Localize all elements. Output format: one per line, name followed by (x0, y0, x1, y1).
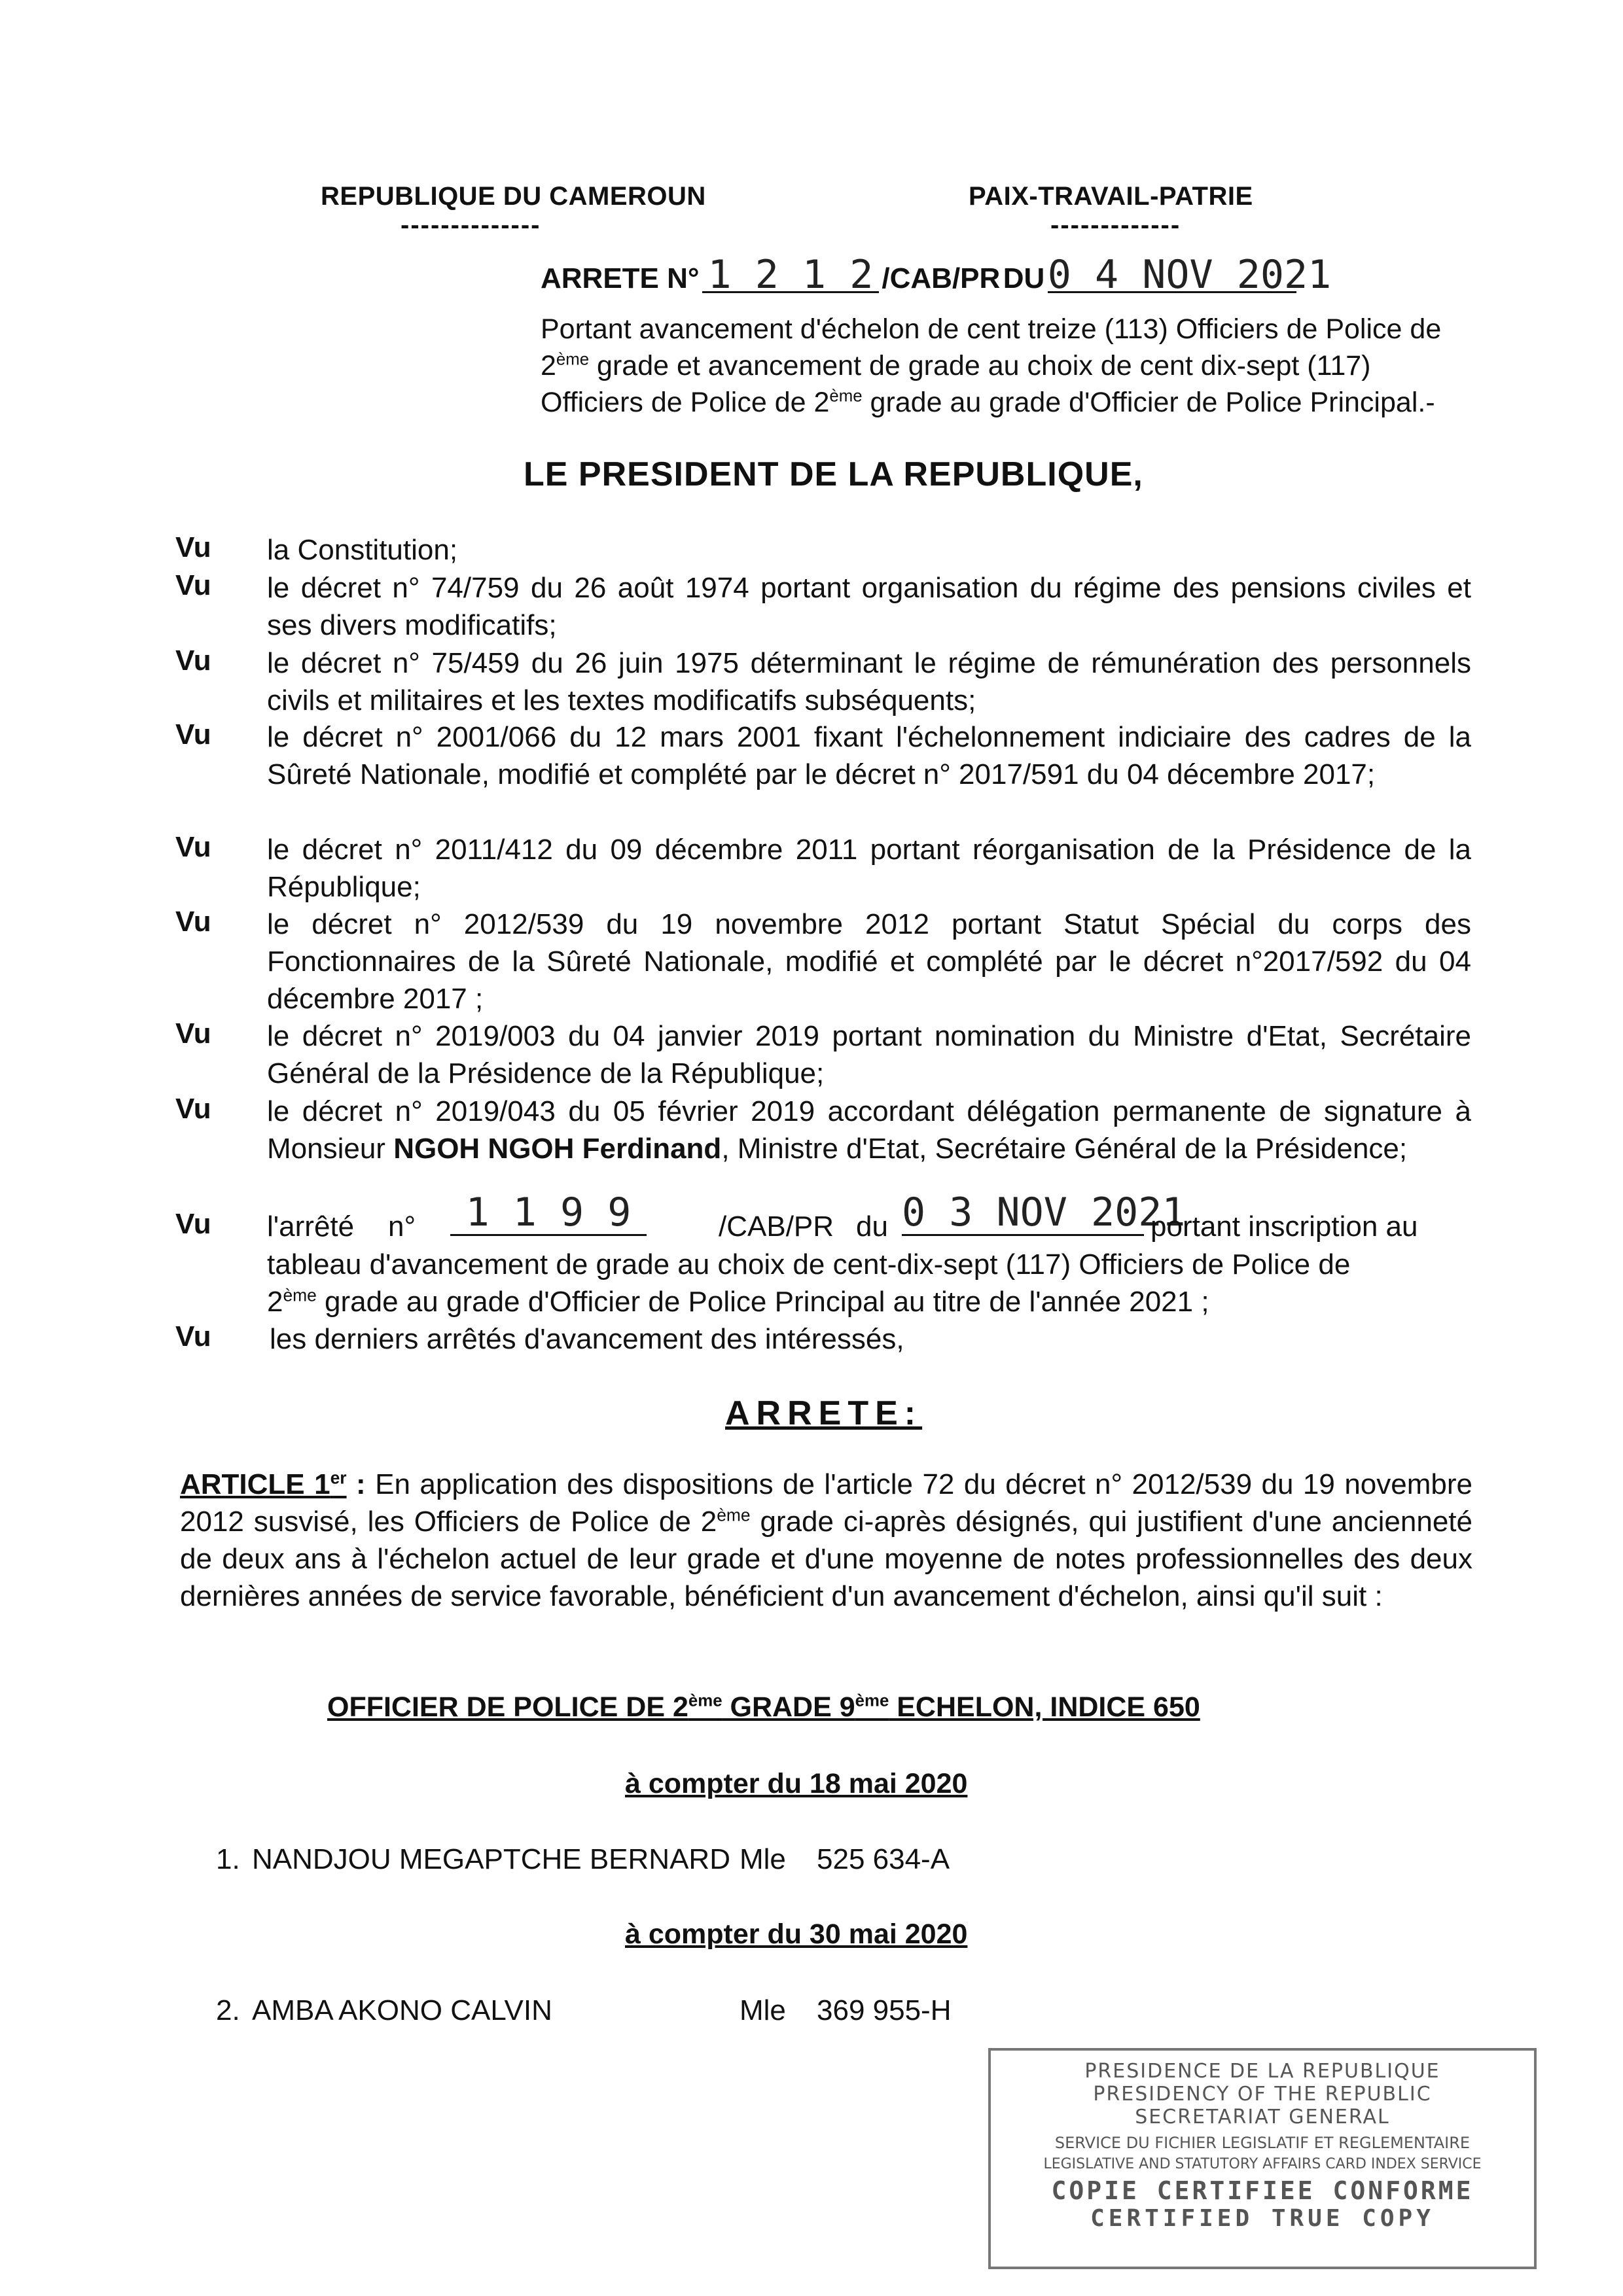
vu-clause-2: le décret n° 74/759 du 26 août 1974 portant organisation du régime des pensions civiles et ses divers modificatifs; (267, 572, 1471, 641)
vu-label-5: Vu (175, 831, 211, 863)
decree-date: 0 4 NOV 2021 (1047, 252, 1332, 298)
president-heading: LE PRESIDENT DE LA REPUBLIQUE, (524, 455, 1143, 493)
vu-label-8: Vu (175, 1093, 211, 1125)
vu9-line3-sup: ème (283, 1285, 317, 1305)
vu9-number: 1 1 9 9 (450, 1191, 647, 1236)
vu-clause-7: le décret n° 2019/003 du 04 janvier 2019 portant nomination du Ministre d'Etat, Secrétaire Général de la Présidence de la République; (267, 1020, 1471, 1089)
subject-l3-pre: Officiers de Police de 2 (541, 387, 830, 418)
header-left-dashes: -------------- (401, 211, 541, 239)
vu-clause-5: le décret n° 2011/412 du 09 décembre 2011 portant réorganisation de la Présidence de la République; (267, 834, 1471, 903)
article-1-colon: : (346, 1468, 366, 1500)
subject-l3-post: grade au grade d'Officier de Police Principal.- (862, 387, 1435, 418)
group-1-name: NANDJOU MEGAPTCHE BERNARD (252, 1843, 730, 1875)
vu9-line3-pre: 2 (267, 1286, 283, 1318)
stamp-line-2: PRESIDENCY OF THE REPUBLIC (1093, 2083, 1432, 2106)
decree-number-line (541, 252, 1332, 298)
vu8-signatory: NGOH NGOH Ferdinand (393, 1133, 722, 1165)
section-heading (327, 1691, 1200, 1723)
vu-label-1: Vu (175, 531, 211, 563)
vu9-line-1 (267, 1191, 1471, 1246)
article-1-label (180, 1468, 347, 1500)
vu-clause-8 (267, 1093, 1471, 1167)
vu-clause-9 (267, 1191, 1471, 1320)
group-2-matricule: 369 955-H (817, 1994, 952, 2026)
vu-label-3: Vu (175, 645, 211, 677)
subject-line-1: Portant avancement d'échelon de cent treize (113) Officiers de Police de (541, 313, 1442, 345)
certified-copy-stamp (988, 2048, 1537, 2269)
decree-subject (541, 311, 1470, 421)
subject-l2-post: grade et avancement de grade au choix de cent dix-sept (117) (589, 350, 1371, 381)
header-right: PAIX-TRAVAIL-PATRIE (969, 182, 1253, 211)
article-1-label-text: ARTICLE 1 (180, 1468, 330, 1500)
vu8-pre: le décret n° 2019/043 du 05 février 2019 accordant délégation permanente de signature à Monsieur (267, 1095, 1471, 1165)
article-1-label-sup: er (330, 1468, 347, 1488)
vu8-post: , Ministre d'Etat, Secrétaire Général de la Présidence; (721, 1133, 1408, 1165)
vu-label-4: Vu (175, 718, 211, 751)
vu-label-6: Vu (175, 906, 211, 938)
article-1-text-a: En application des dispositions de l'article 72 du décret n° 2012/539 du 19 novembre 2012 susvisé, les Officiers de Police de 2 (180, 1468, 1472, 1538)
section-sup-1: ème (688, 1691, 722, 1710)
decree-du: DU (1003, 262, 1045, 294)
vu9-line3-post: grade au grade d'Officier de Police Principal au titre de l'année 2021 ; (316, 1286, 1209, 1318)
group-1-mle: Mle (740, 1843, 786, 1875)
decree-ref: /CAB/PR (882, 262, 1001, 294)
stamp-line-5: LEGISLATIVE AND STATUTORY AFFAIRS CARD INDEX SERVICE (1043, 2156, 1482, 2172)
article-1-text-b: grade ci-après désignés, qui justifient d'une ancienneté de deux ans à l'échelon actuel de leur grade et d'une moyenne de notes professionnelles des deux dernières années de service favorable, bénéficient d'un avancement d'échelon, ainsi qu'il suit : (180, 1506, 1472, 1612)
vu-label-2: Vu (175, 569, 211, 601)
vu-clause-4: le décret n° 2001/066 du 12 mars 2001 fixant l'échelonnement indiciaire des cadres de la Sûreté Nationale, modifié et complété par le décret n° 2017/591 du 04 décembre 2017; (267, 721, 1471, 790)
decree-number: 1 2 1 2 (702, 258, 879, 293)
stamp-line-3: SECRETARIAT GENERAL (1135, 2106, 1390, 2128)
subject-line-2 (541, 347, 1470, 384)
group-2-name: AMBA AKONO CALVIN (252, 1994, 552, 2026)
arrete-title: ARRETE: (725, 1394, 923, 1432)
vu9-ref: /CAB/PR (719, 1210, 834, 1243)
section-pre: OFFICIER DE POLICE DE 2 (327, 1691, 688, 1723)
group-1-num: 1. (216, 1843, 240, 1875)
subject-line-3 (541, 384, 1470, 421)
stamp-line-4: SERVICE DU FICHIER LEGISLATIF ET REGLEMENTAIRE (1054, 2134, 1471, 2152)
header-right-dashes: ------------- (1050, 211, 1181, 239)
vu-label-10: Vu (175, 1320, 211, 1352)
stamp-line-6: COPIE CERTIFIEE CONFORME (1051, 2176, 1474, 2205)
article-1-text-sup: ème (717, 1505, 751, 1525)
vu9-post1: portant inscription au (1150, 1210, 1418, 1243)
section-mid: GRADE 9 (722, 1691, 855, 1723)
group-2-num: 2. (216, 1994, 240, 2026)
vu9-date: 0 3 NOV 2021 (902, 1190, 1186, 1235)
subject-l2-pre: 2 (541, 350, 556, 381)
header-left: REPUBLIQUE DU CAMEROUN (321, 182, 706, 211)
subject-l2-sup: ème (556, 350, 590, 369)
vu9-n: n° (388, 1210, 416, 1243)
vu-clause-1: la Constitution; (267, 534, 458, 566)
vu9-line-2: tableau d'avancement de grade au choix de cent-dix-sept (117) Officiers de Police de (267, 1248, 1351, 1280)
group-1-date: à compter du 18 mai 2020 (625, 1768, 968, 1799)
article-1 (180, 1466, 1472, 1615)
vu9-line-3 (267, 1283, 1471, 1320)
vu9-pre: l'arrêté (267, 1210, 355, 1243)
vu-label-9: Vu (175, 1208, 211, 1240)
subject-l3-sup: ème (829, 387, 863, 406)
stamp-line-7: CERTIFIED TRUE COPY (1090, 2205, 1435, 2232)
group-2-mle: Mle (740, 1994, 786, 2026)
group-2-date: à compter du 30 mai 2020 (625, 1918, 968, 1950)
decree-label: ARRETE N° (541, 262, 700, 294)
vu-label-7: Vu (175, 1017, 211, 1050)
vu-clause-6: le décret n° 2012/539 du 19 novembre 2012 portant Statut Spécial du corps des Fonctionnaires de la Sûreté Nationale, modifié et complété par le décret n°2017/592 du 04 décembre 2017 ; (267, 908, 1471, 1015)
vu-clause-3: le décret n° 75/459 du 26 juin 1975 déterminant le régime de rémunération des personnels civils et militaires et les textes modificatifs subséquents; (267, 647, 1471, 716)
vu-clause-10: les derniers arrêtés d'avancement des intéressés, (270, 1323, 904, 1355)
section-post: ECHELON, INDICE 650 (889, 1691, 1200, 1723)
vu9-du: du (856, 1210, 888, 1243)
group-1-matricule: 525 634-A (817, 1843, 950, 1875)
stamp-line-1: PRESIDENCE DE LA REPUBLIQUE (1084, 2060, 1440, 2083)
section-sup-2: ème (855, 1691, 889, 1710)
